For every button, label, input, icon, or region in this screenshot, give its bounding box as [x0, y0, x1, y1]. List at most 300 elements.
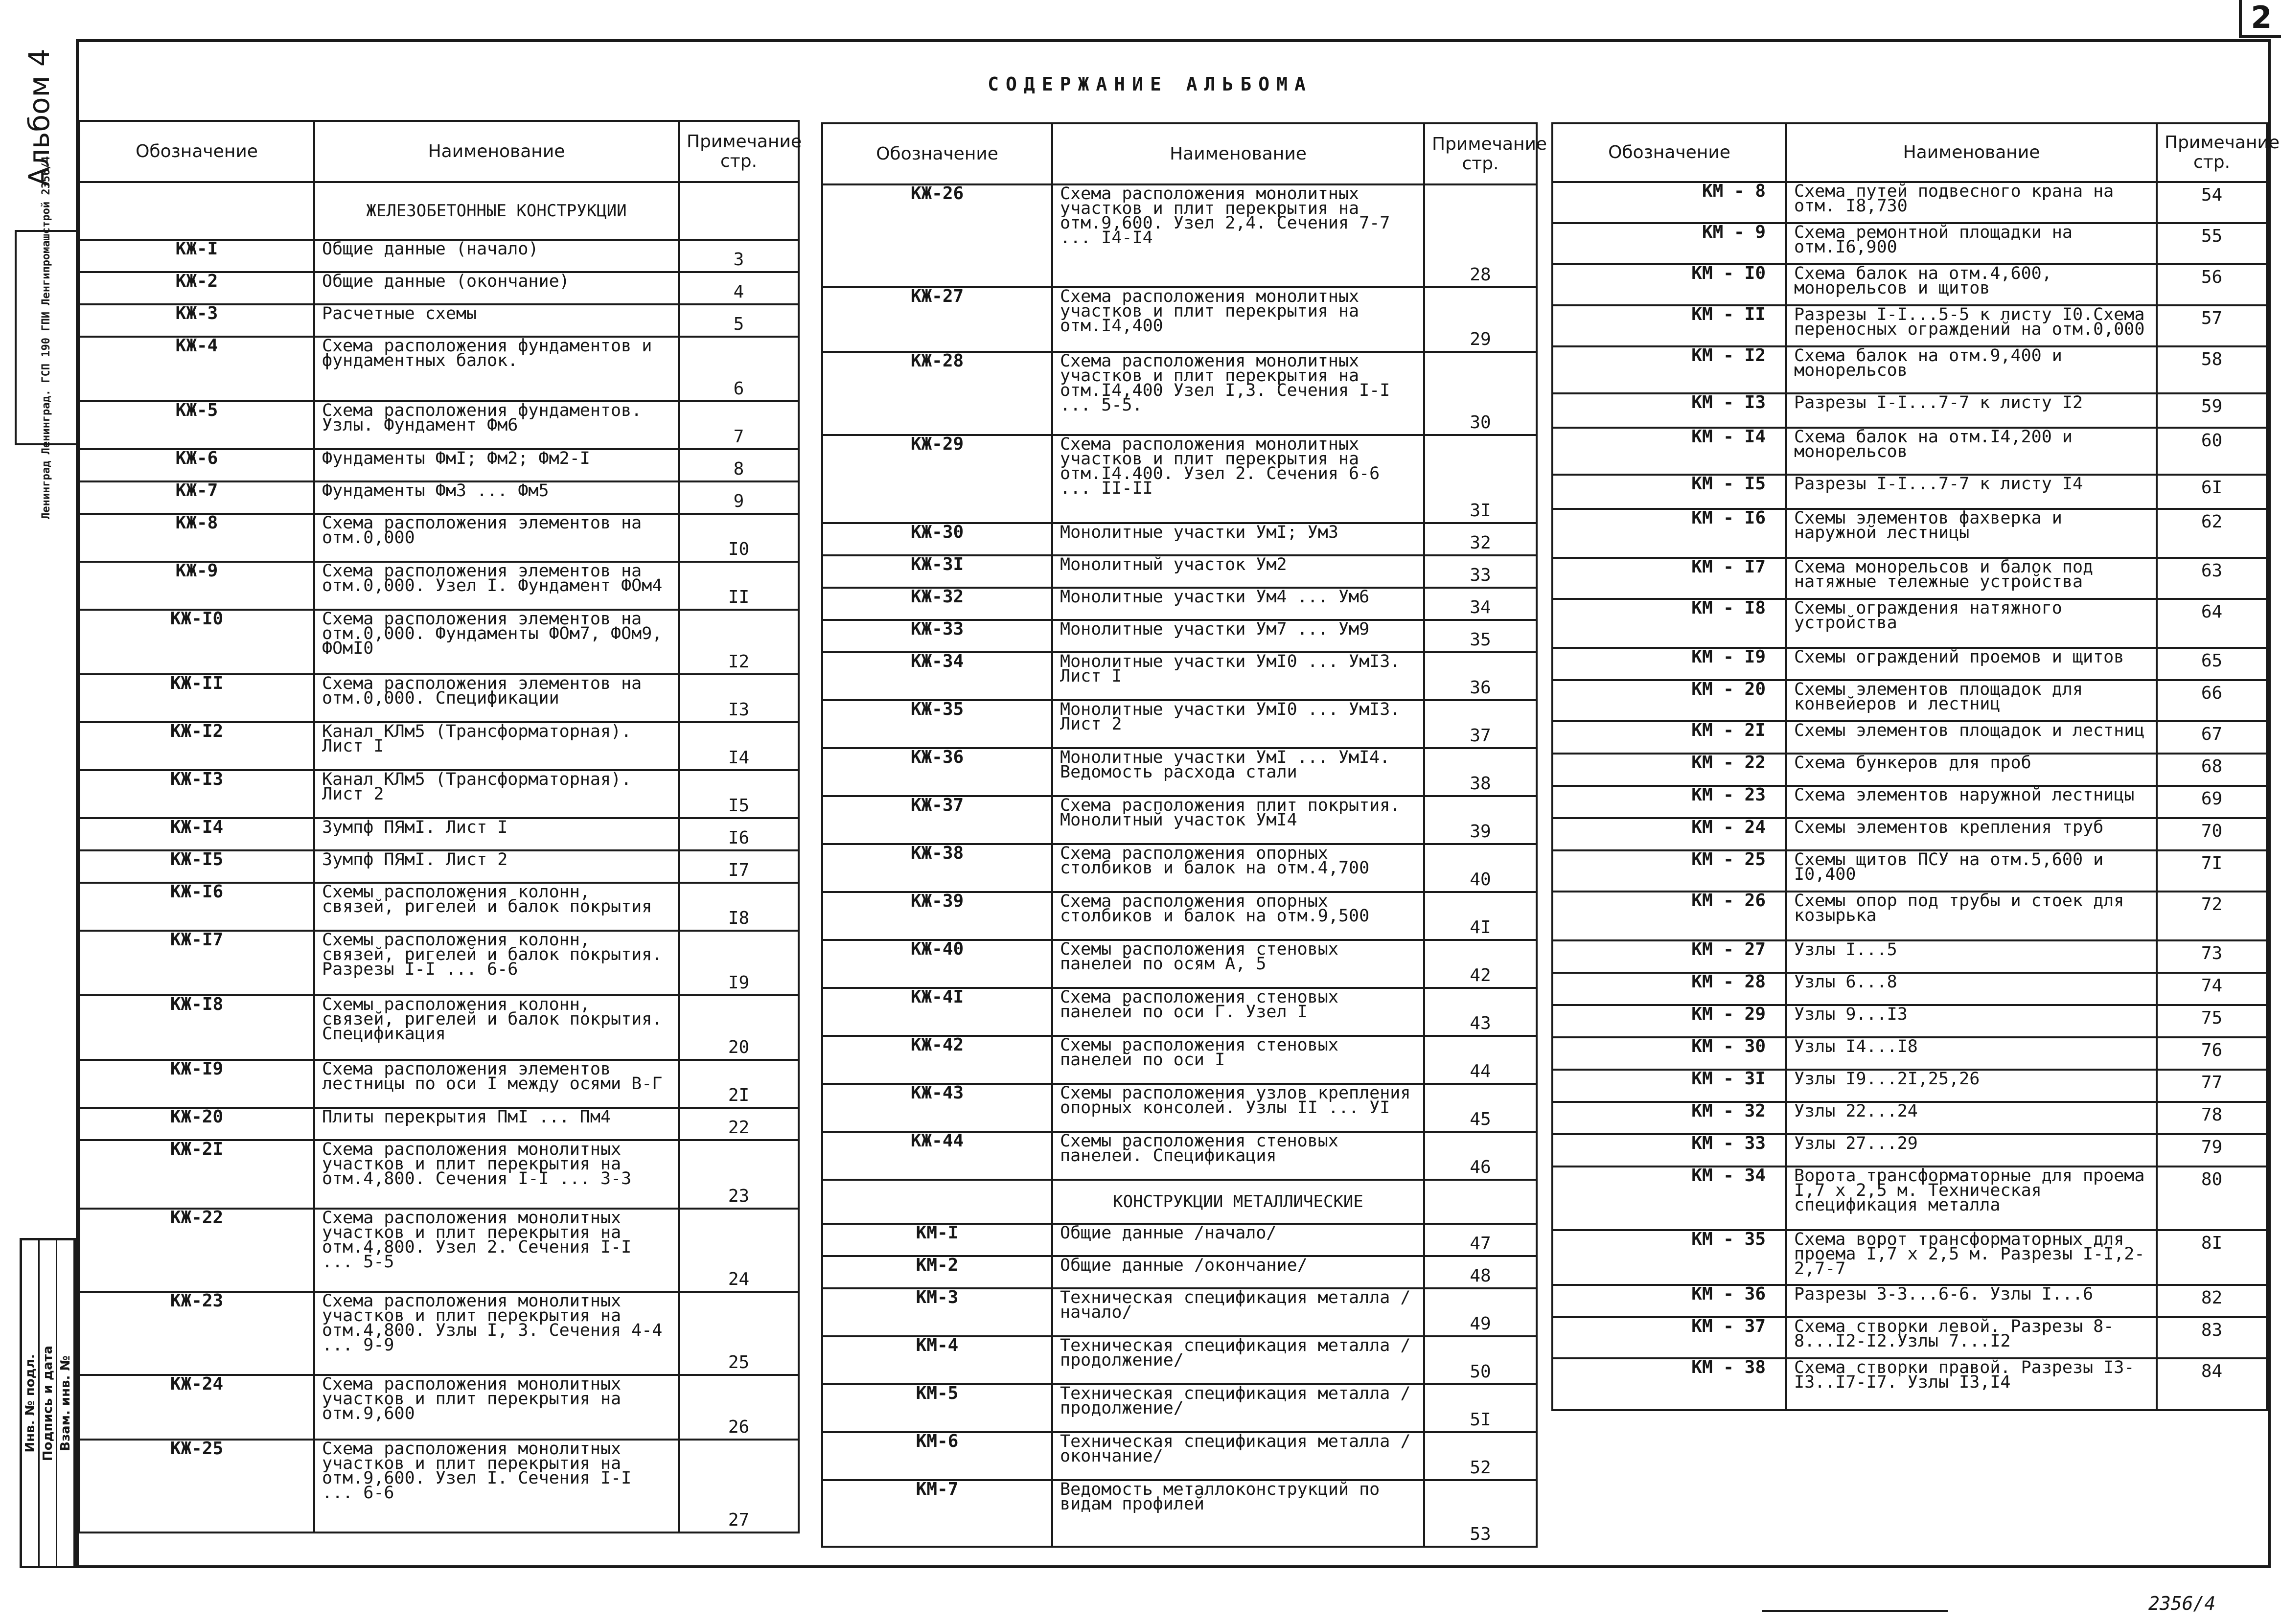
cell-name: Техническая спецификация металла /продолжение/: [1052, 1336, 1424, 1384]
header-page: Примечание стр.: [2157, 123, 2267, 182]
cell-name: Схема расположения монолитных участков и плит перекрытия на отм.I4.400. Узел 2. Сечения 6-6 ... II-II: [1052, 435, 1424, 523]
cell-page: 75: [2157, 1005, 2267, 1037]
cell-name: Схемы расположения стеновых панелей. Спецификация: [1052, 1132, 1424, 1180]
cell-page: 56: [2157, 264, 2267, 305]
bottom-rule: [1762, 1610, 1948, 1612]
cell-name: Схемы элементов площадок и лестниц: [1786, 721, 2157, 754]
cell-name: Узлы 6...8: [1786, 973, 2157, 1005]
cell-code: КМ-I: [822, 1224, 1052, 1256]
table-row: [1552, 754, 2267, 786]
table-row: [822, 435, 1537, 523]
cell-code: КЖ-I2: [79, 722, 314, 770]
cell-code: КЖ-27: [822, 287, 1052, 352]
cell-page: 2I: [679, 1060, 799, 1108]
header-code: Обозначение: [1552, 123, 1786, 182]
cell-code: КЖ-II: [79, 674, 314, 722]
cell-page: I2: [679, 610, 799, 674]
cell-code: КЖ-4I: [822, 988, 1052, 1036]
side-signature-strip: [20, 1238, 76, 1568]
side-label: Взам. инв. №: [58, 1355, 73, 1451]
cell-page: 67: [2157, 721, 2267, 754]
cell-name: Схема расположения опорных столбиков и балок на отм.9,500: [1052, 892, 1424, 940]
cell-code: КЖ-40: [822, 940, 1052, 988]
cell-page: 6: [679, 337, 799, 401]
contents-table-middle: [821, 122, 1547, 1548]
cell-page: II: [679, 562, 799, 610]
cell-name: Схема расположения монолитных участков и плит перекрытия на отм.4,800. Сечения I-I ... 3-3: [314, 1140, 679, 1209]
cell-name: Узлы 22...24: [1786, 1102, 2157, 1134]
cell-name: Схема расположения элементов на отм.0,000: [314, 514, 679, 562]
cell-code: [79, 182, 314, 240]
cell-code: КЖ-36: [822, 748, 1052, 796]
cell-name: Схема балок на отм.9,400 и монорельсов: [1786, 346, 2157, 393]
cell-page: 42: [1424, 940, 1537, 988]
header-code: Обозначение: [822, 123, 1052, 184]
cell-code: КЖ-5: [79, 401, 314, 449]
cell-code: КЖ-26: [822, 184, 1052, 287]
cell-name: Зумпф ПЯмI. Лист 2: [314, 850, 679, 883]
cell-name: Техническая спецификация металла /начало/: [1052, 1288, 1424, 1336]
cell-name: Схема путей подвесного крана на отм. I8,730: [1786, 182, 2157, 223]
table-row: [1552, 599, 2267, 648]
cell-page: 6I: [2157, 475, 2267, 509]
header-name: Наименование: [1052, 123, 1424, 184]
cell-code: КМ - I0: [1552, 264, 1786, 305]
cell-code: КМ - 34: [1552, 1167, 1786, 1230]
cell-name: Схема расположения фундаментов. Узлы. Фундамент Фм6: [314, 401, 679, 449]
table-row: [1552, 1005, 2267, 1037]
cell-page: 4I: [1424, 892, 1537, 940]
cell-page: 70: [2157, 818, 2267, 850]
cell-code: КЖ-39: [822, 892, 1052, 940]
cell-page: I0: [679, 514, 799, 562]
cell-page: 59: [2157, 393, 2267, 428]
table-row: [1552, 1285, 2267, 1317]
table-row: [79, 674, 799, 722]
cell-code: КМ - 35: [1552, 1230, 1786, 1285]
cell-code: КМ - 38: [1552, 1358, 1786, 1410]
table-row: [1552, 818, 2267, 850]
cell-code: КМ - 9: [1552, 223, 1786, 264]
cell-name: Схемы расположения стеновых панелей по осям А, 5: [1052, 940, 1424, 988]
cell-code: КМ - II: [1552, 305, 1786, 346]
cell-name: Ворота трансформаторные для проема I,7 х 2,5 м. Техническая спецификация металла: [1786, 1167, 2157, 1230]
cell-code: КЖ-7: [79, 481, 314, 514]
stamp-text: Ленинград Ленинград. ГСП 190 ГПИ Ленгипромашстрой 2356/4: [40, 156, 52, 519]
header-page: Примечание стр.: [1424, 123, 1537, 184]
side-cell: [57, 1240, 73, 1566]
cell-code: КМ - 2I: [1552, 721, 1786, 754]
table-row: [1552, 940, 2267, 973]
table-row: [79, 240, 799, 272]
cell-name: Схема монорельсов и балок под натяжные тележные устройства: [1786, 558, 2157, 599]
cell-code: КЖ-I8: [79, 995, 314, 1060]
table-row: [1552, 428, 2267, 475]
cell-name: Схема расположения монолитных участков и плит перекрытия на отм.4,800. Узлы I, 3. Сечения 4-4 ... 9-9: [314, 1292, 679, 1375]
cell-code: КМ - 32: [1552, 1102, 1786, 1134]
cell-code: КЖ-I6: [79, 883, 314, 931]
table-row: [1552, 182, 2267, 223]
cell-page: [679, 182, 799, 240]
cell-code: КЖ-42: [822, 1036, 1052, 1084]
cell-name: Схема расположения монолитных участков и плит перекрытия на отм.4,800. Узел 2. Сечения I-I ... 5-5: [314, 1209, 679, 1292]
cell-page: 79: [2157, 1134, 2267, 1167]
cell-name: Разрезы I-I...7-7 к листу I4: [1786, 475, 2157, 509]
document-code: 2356/4: [2148, 1593, 2216, 1614]
cell-name: Зумпф ПЯмI. Лист I: [314, 818, 679, 850]
table-row: [1552, 475, 2267, 509]
table-row: [822, 1224, 1537, 1256]
cell-code: КЖ-37: [822, 796, 1052, 844]
table-row: [822, 796, 1537, 844]
cell-page: 5I: [1424, 1384, 1537, 1432]
cell-code: КЖ-25: [79, 1440, 314, 1533]
cell-name: Разрезы I-I...7-7 к листу I2: [1786, 393, 2157, 428]
table-row: [822, 523, 1537, 555]
cell-code: КМ - 36: [1552, 1285, 1786, 1317]
cell-page: 64: [2157, 599, 2267, 648]
cell-name: Фундаменты Фм3 ... Фм5: [314, 481, 679, 514]
cell-name: Техническая спецификация металла /окончание/: [1052, 1432, 1424, 1480]
cell-page: 27: [679, 1440, 799, 1533]
cell-page: I4: [679, 722, 799, 770]
cell-name: Схема расположения элементов на отм.0,000. Узел I. Фундамент ФОм4: [314, 562, 679, 610]
cell-name: Узлы 27...29: [1786, 1134, 2157, 1167]
cell-page: I6: [679, 818, 799, 850]
cell-page: 83: [2157, 1317, 2267, 1358]
cell-code: КМ - I5: [1552, 475, 1786, 509]
cell-name: Схемы элементов фахверка и наружной лестницы: [1786, 509, 2157, 558]
cell-code: КЖ-3: [79, 304, 314, 337]
table-row: [1552, 850, 2267, 892]
cell-name: Схема расположения элементов лестницы по оси I между осями В-Г: [314, 1060, 679, 1108]
cell-name: Схемы расположения стеновых панелей по оси I: [1052, 1036, 1424, 1084]
table-row: [822, 1256, 1537, 1288]
cell-code: КМ - 8: [1552, 182, 1786, 223]
cell-name: Схема расположения монолитных участков и плит перекрытия на отм.9,600. Узел I. Сечения I-I ... 6-6: [314, 1440, 679, 1533]
table-row: [1552, 1134, 2267, 1167]
cell-page: 82: [2157, 1285, 2267, 1317]
cell-name: Схема створки правой. Разрезы I3-I3..I7-I7. Узлы I3,I4: [1786, 1358, 2157, 1410]
table-row: [79, 770, 799, 818]
cell-page: I9: [679, 931, 799, 995]
table-row: [822, 1084, 1537, 1132]
table-row: [1552, 721, 2267, 754]
table-row: [822, 1132, 1537, 1180]
cell-code: КМ - 28: [1552, 973, 1786, 1005]
cell-page: 40: [1424, 844, 1537, 892]
cell-name: Схемы щитов ПСУ на отм.5,600 и I0,400: [1786, 850, 2157, 892]
cell-name: Расчетные схемы: [314, 304, 679, 337]
table-row: [822, 940, 1537, 988]
table-row: [822, 652, 1537, 700]
header-page: Примечание стр.: [679, 121, 799, 182]
table-row: [1552, 1070, 2267, 1102]
cell-page: I3: [679, 674, 799, 722]
table-row: [79, 931, 799, 995]
cell-page: 78: [2157, 1102, 2267, 1134]
cell-code: КЖ-44: [822, 1132, 1052, 1180]
table-row: [1552, 648, 2267, 680]
cell-page: 4: [679, 272, 799, 304]
cell-code: КМ - 25: [1552, 850, 1786, 892]
cell-name: Монолитные участки УмI0 ... УмI3. Лист 2: [1052, 700, 1424, 748]
cell-page: I8: [679, 883, 799, 931]
table-row: [79, 1375, 799, 1440]
cell-code: КЖ-35: [822, 700, 1052, 748]
table-row: [822, 892, 1537, 940]
side-cell: [22, 1240, 40, 1566]
cell-page: 53: [1424, 1480, 1537, 1547]
cell-page: 8I: [2157, 1230, 2267, 1285]
table-row: [79, 610, 799, 674]
cell-page: 63: [2157, 558, 2267, 599]
cell-page: 62: [2157, 509, 2267, 558]
table-row: [1552, 223, 2267, 264]
table-row: [1552, 892, 2267, 940]
cell-name: Схема расположения опорных столбиков и балок на отм.4,700: [1052, 844, 1424, 892]
cell-name: Схема расположения элементов на отм.0,000. Фундаменты ФОм7, ФОм9, ФОмI0: [314, 610, 679, 674]
side-label: Подпись и дата: [40, 1345, 55, 1461]
table-row: [822, 1384, 1537, 1432]
cell-page: 66: [2157, 680, 2267, 721]
table-row: [1552, 680, 2267, 721]
cell-name: Схема расположения монолитных участков и плит перекрытия на отм.9,600: [314, 1375, 679, 1440]
cell-page: 54: [2157, 182, 2267, 223]
cell-page: 30: [1424, 352, 1537, 435]
cell-name: Общие данные (окончание): [314, 272, 679, 304]
cell-page: 77: [2157, 1070, 2267, 1102]
cell-code: КМ - 23: [1552, 786, 1786, 818]
cell-name: Техническая спецификация металла /продолжение/: [1052, 1384, 1424, 1432]
cell-code: КЖ-9: [79, 562, 314, 610]
cell-page: 48: [1424, 1256, 1537, 1288]
cell-name: КОНСТРУКЦИИ МЕТАЛЛИЧЕСКИЕ: [1052, 1180, 1424, 1224]
table-row: [822, 1336, 1537, 1384]
table-row: [79, 1440, 799, 1533]
table-row: [1552, 346, 2267, 393]
cell-code: КЖ-29: [822, 435, 1052, 523]
cell-name: Канал КЛм5 (Трансформаторная). Лист I: [314, 722, 679, 770]
cell-name: Схема расположения элементов на отм.0,000. Спецификации: [314, 674, 679, 722]
cell-page: 8: [679, 449, 799, 481]
header-name: Наименование: [1786, 123, 2157, 182]
cell-code: КЖ-I0: [79, 610, 314, 674]
table-row: [79, 722, 799, 770]
table-row: [79, 818, 799, 850]
cell-code: КЖ-8: [79, 514, 314, 562]
cell-page: 50: [1424, 1336, 1537, 1384]
table-row: [79, 272, 799, 304]
cell-code: КЖ-I: [79, 240, 314, 272]
cell-name: Схема элементов наружной лестницы: [1786, 786, 2157, 818]
cell-page: 7I: [2157, 850, 2267, 892]
table-row: [1552, 1037, 2267, 1070]
cell-name: Монолитные участки УмI0 ... УмI3. Лист I: [1052, 652, 1424, 700]
cell-code: КЖ-6: [79, 449, 314, 481]
cell-page: 80: [2157, 1167, 2267, 1230]
cell-page: 68: [2157, 754, 2267, 786]
cell-name: ЖЕЛЕЗОБЕТОННЫЕ КОНСТРУКЦИИ: [314, 182, 679, 240]
cell-name: Схемы ограждений проемов и щитов: [1786, 648, 2157, 680]
cell-name: Схема расположения стеновых панелей по оси Г. Узел I: [1052, 988, 1424, 1036]
page-number: 2: [2239, 0, 2281, 38]
table-row: [1552, 305, 2267, 346]
cell-code: КМ - 37: [1552, 1317, 1786, 1358]
table-row: [1552, 973, 2267, 1005]
cell-name: Схема створки левой. Разрезы 8-8...I2-I2.Узлы 7...I2: [1786, 1317, 2157, 1358]
table-row: [822, 555, 1537, 588]
cell-name: Схемы расположения колонн, связей, ригелей и балок покрытия: [314, 883, 679, 931]
table-row: [79, 1292, 799, 1375]
cell-name: Схема бункеров для проб: [1786, 754, 2157, 786]
cell-code: КМ - I4: [1552, 428, 1786, 475]
cell-page: 3I: [1424, 435, 1537, 523]
cell-name: Канал КЛм5 (Трансформаторная). Лист 2: [314, 770, 679, 818]
table-row: [1552, 786, 2267, 818]
cell-name: Узлы I9...2I,25,26: [1786, 1070, 2157, 1102]
cell-page: 9: [679, 481, 799, 514]
cell-code: КМ - 26: [1552, 892, 1786, 940]
cell-page: 60: [2157, 428, 2267, 475]
cell-name: Общие данные (начало): [314, 240, 679, 272]
cell-code: КЖ-2I: [79, 1140, 314, 1209]
cell-name: Схема расположения монолитных участков и плит перекрытия на отм.I4,400 Узел I,3. Сечения I-I ... 5-5.: [1052, 352, 1424, 435]
cell-page: 45: [1424, 1084, 1537, 1132]
table-row: [79, 562, 799, 610]
cell-page: 38: [1424, 748, 1537, 796]
cell-page: 24: [679, 1209, 799, 1292]
cell-name: Схема ремонтной площадки на отм.I6,900: [1786, 223, 2157, 264]
cell-code: КЖ-I4: [79, 818, 314, 850]
cell-code: [822, 1180, 1052, 1224]
table-row: [822, 988, 1537, 1036]
cell-page: 28: [1424, 184, 1537, 287]
cell-name: Разрезы I-I...5-5 к листу I0.Схема переносных ограждений на отм.0,000: [1786, 305, 2157, 346]
table-row: [1552, 1167, 2267, 1230]
table-row: [79, 401, 799, 449]
table-row: [79, 481, 799, 514]
cell-name: Схема расположения монолитных участков и плит перекрытия на отм.I4,400: [1052, 287, 1424, 352]
cell-code: КМ - I7: [1552, 558, 1786, 599]
table-row: [822, 287, 1537, 352]
cell-code: КЖ-28: [822, 352, 1052, 435]
table-row: [1552, 264, 2267, 305]
table-row: [822, 748, 1537, 796]
cell-code: КМ - 3I: [1552, 1070, 1786, 1102]
table-row: [1552, 393, 2267, 428]
cell-page: 44: [1424, 1036, 1537, 1084]
cell-page: 33: [1424, 555, 1537, 588]
cell-code: КЖ-38: [822, 844, 1052, 892]
cell-page: 76: [2157, 1037, 2267, 1070]
cell-page: 39: [1424, 796, 1537, 844]
cell-code: КЖ-3I: [822, 555, 1052, 588]
cell-name: Схема ворот трансформаторных для проема I,7 х 2,5 м. Разрезы I-I,2-2,7-7: [1786, 1230, 2157, 1285]
table-row: [822, 588, 1537, 620]
cell-name: Схемы расположения колонн, связей, ригелей и балок покрытия. Спецификация: [314, 995, 679, 1060]
table-row: [822, 1036, 1537, 1084]
cell-page: I5: [679, 770, 799, 818]
table-row: [822, 352, 1537, 435]
cell-page: 34: [1424, 588, 1537, 620]
cell-name: Схемы расположения узлов крепления опорных консолей. Узлы II ... УI: [1052, 1084, 1424, 1132]
cell-code: КЖ-43: [822, 1084, 1052, 1132]
cell-code: КМ-2: [822, 1256, 1052, 1288]
table-row: [822, 1432, 1537, 1480]
cell-page: 23: [679, 1140, 799, 1209]
cell-name: Монолитные участки Ум7 ... Ум9: [1052, 620, 1424, 652]
cell-code: КМ-7: [822, 1480, 1052, 1547]
cell-name: Схема балок на отм.I4,200 и монорельсов: [1786, 428, 2157, 475]
cell-code: КМ - 29: [1552, 1005, 1786, 1037]
table-row: [79, 1140, 799, 1209]
cell-name: Монолитные участки УмI ... УмI4. Ведомость расхода стали: [1052, 748, 1424, 796]
contents-table-right: [1551, 122, 2280, 1411]
table-row: [79, 337, 799, 401]
cell-name: Монолитный участок Ум2: [1052, 555, 1424, 588]
cell-name: Разрезы 3-3...6-6. Узлы I...6: [1786, 1285, 2157, 1317]
table-row: [822, 844, 1537, 892]
cell-page: 65: [2157, 648, 2267, 680]
cell-code: КМ-3: [822, 1288, 1052, 1336]
cell-page: 46: [1424, 1132, 1537, 1180]
cell-code: КМ - 22: [1552, 754, 1786, 786]
table-row: [79, 304, 799, 337]
table-row: [822, 184, 1537, 287]
cell-name: Схема расположения монолитных участков и плит перекрытия на отм.9,600. Узел 2,4. Сечения 7-7 ... I4-I4: [1052, 184, 1424, 287]
cell-name: Схема расположения фундаментов и фундаментных балок.: [314, 337, 679, 401]
table-row: [822, 1480, 1537, 1547]
cell-code: КЖ-33: [822, 620, 1052, 652]
cell-name: Схема балок на отм.4,600, монорельсов и щитов: [1786, 264, 2157, 305]
cell-page: 49: [1424, 1288, 1537, 1336]
cell-name: Схема расположения плит покрытия. Монолитный участок УмI4: [1052, 796, 1424, 844]
cell-name: Узлы 9...I3: [1786, 1005, 2157, 1037]
cell-code: КМ-6: [822, 1432, 1052, 1480]
page-title: СОДЕРЖАНИЕ АЛЬБОМА: [988, 73, 1313, 95]
album-label-text: Альбом 4: [23, 48, 56, 186]
cell-code: КМ - 24: [1552, 818, 1786, 850]
section-heading-row: [822, 1180, 1537, 1224]
table-row: [79, 1108, 799, 1140]
cell-page: 20: [679, 995, 799, 1060]
cell-code: КЖ-4: [79, 337, 314, 401]
cell-page: 35: [1424, 620, 1537, 652]
cell-name: Общие данные /окончание/: [1052, 1256, 1424, 1288]
cell-code: КЖ-32: [822, 588, 1052, 620]
cell-page: 72: [2157, 892, 2267, 940]
cell-name: Монолитные участки УмI; Ум3: [1052, 523, 1424, 555]
cell-name: Общие данные /начало/: [1052, 1224, 1424, 1256]
cell-code: КЖ-22: [79, 1209, 314, 1292]
cell-name: Схемы элементов крепления труб: [1786, 818, 2157, 850]
cell-name: Узлы I...5: [1786, 940, 2157, 973]
table-row: [1552, 1317, 2267, 1358]
cell-name: Плиты перекрытия ПмI ... Пм4: [314, 1108, 679, 1140]
cell-name: Схемы расположения колонн, связей, ригелей и балок покрытия. Разрезы I-I ... 6-6: [314, 931, 679, 995]
cell-code: КМ - I2: [1552, 346, 1786, 393]
table-row: [822, 700, 1537, 748]
organization-stamp: [15, 156, 78, 519]
cell-page: 55: [2157, 223, 2267, 264]
table-row: [79, 995, 799, 1060]
cell-code: КМ - I9: [1552, 648, 1786, 680]
table-row: [1552, 1358, 2267, 1410]
cell-code: КЖ-23: [79, 1292, 314, 1375]
cell-page: 47: [1424, 1224, 1537, 1256]
cell-code: КМ - I6: [1552, 509, 1786, 558]
